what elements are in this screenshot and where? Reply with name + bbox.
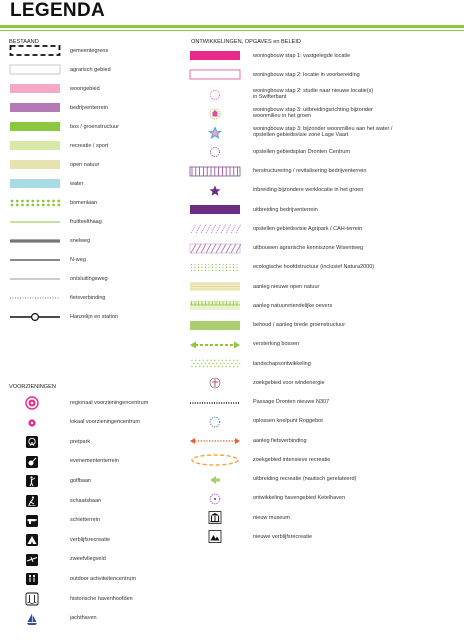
green-line-symbol <box>9 215 61 228</box>
legend-label-line: versterking bossen <box>253 341 300 348</box>
legend-label <box>253 380 325 386</box>
legend-label-line: opstellen gebiedsplan Dronten Centrum <box>253 148 350 155</box>
harbour-head-icon <box>25 592 39 606</box>
legend-label-text: ontsluitingsweg <box>70 275 108 282</box>
blue-box-symbol <box>9 177 61 190</box>
outdoor-center-icon <box>25 572 39 586</box>
green-arrow-left-symbol <box>189 473 241 486</box>
legend-label-text: fietsverbinding <box>70 294 106 301</box>
legend-label-text: gemeentegrens <box>70 47 109 54</box>
legend-label-line: nieuwe verblijfsrecreatie <box>253 533 312 540</box>
blue-dashed-circle-symbol <box>189 415 241 428</box>
legend-label <box>70 537 110 543</box>
orange-arrows-symbol <box>189 434 241 447</box>
legend-label-text: schietterrein <box>70 517 100 524</box>
star-purple-symbol <box>189 184 241 197</box>
glider-icon <box>25 553 39 567</box>
legend-label <box>253 226 362 232</box>
dotted-line-symbol <box>9 291 61 304</box>
legend-label <box>70 105 108 111</box>
page-title: LEGENDA <box>10 0 105 21</box>
khaki-lined-box-symbol <box>189 280 241 293</box>
legend-label-line: zoekgebied intensieve recreatie <box>253 456 331 463</box>
legend-label-text: golfbaan <box>70 477 92 484</box>
legend-label <box>253 322 345 328</box>
legend-label <box>70 124 119 130</box>
legend-label <box>253 284 319 290</box>
legend-label <box>70 400 148 406</box>
legend-label <box>70 238 90 244</box>
legend-label <box>70 439 90 445</box>
purple-diagonal-symbol <box>189 222 241 235</box>
legend-label <box>70 257 86 263</box>
section-heading-ontwikkelingen: ONTWIKKELINGEN, OPGAVES en BELEID <box>191 39 301 45</box>
legend-label <box>70 615 97 621</box>
legend-label <box>70 86 100 92</box>
legend-label <box>70 517 100 523</box>
legend-label-line: opstellen gebiedsvisie zone Lage Vaart <box>253 132 349 139</box>
legend-label <box>70 276 108 282</box>
dashed-black-box-symbol <box>9 44 61 57</box>
legend-label <box>253 438 307 444</box>
legend-label <box>253 515 290 521</box>
legend-label <box>70 143 108 149</box>
tree-row-symbol <box>9 196 61 209</box>
legend-label-line: zoekgebied voor windenergie <box>253 379 325 386</box>
legend-label-line: oplossen knelpunt Roggebot <box>253 418 323 425</box>
legend-label-line: woningbouw stap 1: vastgelegde locatie <box>253 52 351 59</box>
golf-icon <box>25 474 39 488</box>
camping-icon <box>25 533 39 547</box>
wind-icon-symbol <box>189 376 241 389</box>
legend-label <box>70 181 83 187</box>
legend-label-text: pretpark <box>70 438 91 445</box>
legend-label-line: aanleg nieuwe open natuur <box>253 283 320 290</box>
legend-label-text: zweefvliegveld <box>70 556 106 563</box>
legend-label-text: fruitteelthaag <box>70 218 102 225</box>
thin-grey-line-symbol <box>9 272 61 285</box>
rail-station-symbol <box>9 310 61 323</box>
legend-label <box>253 72 360 78</box>
legend-label-line: Passage Dronten nieuwe N307 <box>253 399 330 405</box>
purple-dashed-circle-symbol <box>189 145 241 158</box>
legend-label-text: water <box>70 180 84 187</box>
legend-label-line: ontwikkeling havengebied Ketelhaven <box>253 495 346 502</box>
legend-label <box>253 107 373 120</box>
grey-line-symbol <box>9 253 61 266</box>
legend-label-line: uitbouwen agrarische kenniszone Wisentweg <box>253 245 364 251</box>
legend-label <box>253 88 373 101</box>
legend-label-line: woningbouw stap 2: studie naar nieuwe locatie(s) <box>253 87 374 94</box>
legend-label-text: woongebied <box>70 85 100 92</box>
title-underline <box>0 25 464 28</box>
legend-label <box>253 187 363 193</box>
legend-label <box>70 162 99 168</box>
legend-label <box>253 168 366 174</box>
title-underline-thin <box>0 30 464 31</box>
section-heading-voorzieningen: VOORZIENINGEN <box>9 384 56 390</box>
pink-outline-box-symbol <box>189 68 241 81</box>
legend-label-text: Hanzelijn en station <box>70 313 119 320</box>
legend-label-line: ecologische hoofdstructuur (inclusief Natura2000) <box>253 264 375 271</box>
legend-label-line: nieuw museum <box>253 514 290 521</box>
legend-label-text: jachthaven <box>70 615 97 622</box>
event-terrain-icon <box>25 455 39 469</box>
legend-label <box>70 295 105 301</box>
museum-icon-symbol <box>189 511 241 524</box>
skating-icon <box>25 494 39 508</box>
amusement-park-icon <box>25 435 39 449</box>
legend-label-line: woonmilieu in het groen <box>253 113 312 120</box>
legend-label <box>253 457 330 463</box>
legend-label-line: woningbouw stap 3: uitbreidingsrichting bijzonder <box>253 106 373 113</box>
shooting-range-icon <box>25 514 39 528</box>
pink-dashed-circle-symbol <box>189 88 241 101</box>
legend-label <box>253 149 350 155</box>
legend-label <box>253 303 332 309</box>
legend-label-text: bedrijventerrein <box>70 104 108 111</box>
legend-label-text: historische havenhoofden <box>70 595 133 602</box>
legend-label-text: lokaal voorzieningencentrum <box>70 419 141 426</box>
star-blue-symbol <box>189 126 241 139</box>
lightgreen-box-symbol <box>9 139 61 152</box>
green-comb-box-symbol <box>189 299 241 312</box>
legend-label <box>253 495 345 501</box>
legend-label <box>253 126 392 139</box>
pink-box-symbol <box>9 82 61 95</box>
section-heading-bestaand: BESTAAND <box>9 39 39 45</box>
legend-label <box>70 576 136 582</box>
legend-label-text: snelweg <box>70 237 91 244</box>
legend-label-text: N-weg <box>70 256 86 263</box>
legend-label <box>253 207 318 213</box>
black-dotted-line-symbol <box>189 396 241 409</box>
legend-label-line: uitbreiding recreatie (nautisch gerelateerd) <box>253 476 357 482</box>
legend-label-text: open natuur <box>70 161 100 168</box>
legend-label-line: aanleg fietsverbinding <box>253 437 307 444</box>
legend-label <box>70 314 118 320</box>
legend-label-line: herstructurering / revitalisering bedrijventerrein <box>253 168 367 174</box>
white-box-symbol <box>9 63 61 76</box>
legend-label-line: woningbouw stap 2: locatie in voorbereiding <box>253 71 360 78</box>
legend-label-line: opstellen gebiedsvisie Agripark / CAH-terrein <box>253 225 363 232</box>
legend-label <box>70 419 140 425</box>
darkpurple-box-symbol <box>189 203 241 216</box>
legend-label <box>253 245 363 251</box>
legend-label <box>70 478 91 484</box>
legend-label <box>253 264 374 270</box>
legend-label-line: inbreiding bijzondere werklocatie in het groen <box>253 187 364 194</box>
legend-label <box>253 53 350 59</box>
green-solid-box-symbol <box>189 319 241 332</box>
green-box-symbol <box>9 120 61 133</box>
regional-center-icon <box>25 396 39 410</box>
legend-label-text: outdoor activiteitencentrum <box>70 575 137 582</box>
legend-label-line: woningbouw stap 3: bijzonder woonmilieu aan het water / <box>253 126 393 132</box>
dotted-green-box-symbol <box>189 261 241 274</box>
legend-label-text: recreatie / sport <box>70 142 109 149</box>
legend-label-text: agrarisch gebied <box>70 66 111 73</box>
legend-label-text: verblijfsrecreatie <box>70 536 111 543</box>
purple-box-symbol <box>9 101 61 114</box>
legend-label-text: bomenlaan <box>70 199 98 206</box>
legend-label-text: regionaal voorzieningencentrum <box>70 399 149 406</box>
legend-label <box>253 476 356 482</box>
green-dots-box-symbol <box>189 357 241 370</box>
local-center-icon <box>25 416 39 430</box>
legend-label-text: bos / groenstructuur <box>70 123 119 130</box>
legend-label-text: evenemententerrein <box>70 458 119 465</box>
legend-label-text: schaatsbaan <box>70 497 102 504</box>
purple-diagonal-box-symbol <box>189 242 241 255</box>
legend-label <box>253 534 312 540</box>
magenta-box-symbol <box>189 49 241 62</box>
khaki-box-symbol <box>9 158 61 171</box>
legend-label <box>70 200 97 206</box>
legend-label-line: landschapsontwikkeling <box>253 360 311 367</box>
recreation-icon-symbol <box>189 530 241 543</box>
legend-label <box>253 341 299 347</box>
orange-dashed-ellipse-symbol <box>189 453 241 466</box>
legend-label <box>70 458 119 464</box>
legend-label <box>70 596 133 602</box>
legend-label <box>70 67 111 73</box>
legend-label-line: uitbreiding bedrijventerrein <box>253 206 318 213</box>
green-arrows-symbol <box>189 338 241 351</box>
legend-label <box>253 361 311 367</box>
legend-label <box>70 556 106 562</box>
purple-hatched-box-symbol <box>189 165 241 178</box>
legend-label-line: behoud / aanleg brede groenstructuur <box>253 322 346 328</box>
dotted-green-house-symbol <box>189 107 241 120</box>
thick-grey-line-symbol <box>9 234 61 247</box>
legend-label-line: aanleg natuurvriendelijke oevers <box>253 302 333 309</box>
legend-label <box>70 219 102 225</box>
legend-label-line: in Swifterbant <box>253 93 287 100</box>
legend-label <box>253 418 323 424</box>
legend-label <box>70 48 108 54</box>
harbour-dashed-circle-symbol <box>189 492 241 505</box>
marina-icon <box>25 612 39 626</box>
legend-label <box>253 399 329 405</box>
legend-label <box>70 498 101 504</box>
